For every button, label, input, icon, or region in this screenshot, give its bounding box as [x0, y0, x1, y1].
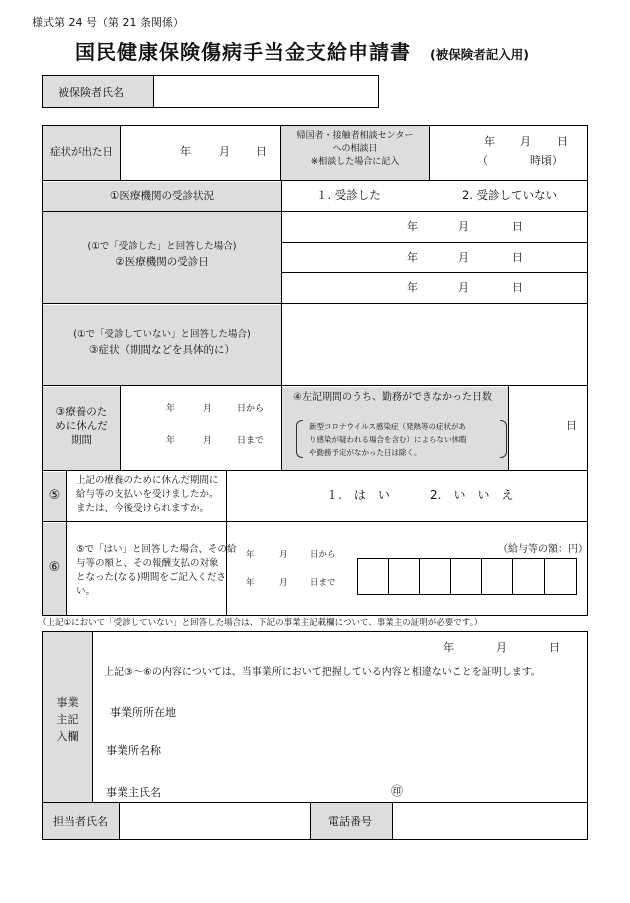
amount-digit-box[interactable] [481, 558, 513, 595]
q6-period-input[interactable] [227, 523, 355, 615]
office-address-input[interactable] [190, 700, 580, 725]
q5-option-no[interactable]: 2. い い え [430, 488, 514, 502]
insured-name-label: 被保険者氏名 [58, 86, 124, 99]
amount-digit-box[interactable] [388, 558, 420, 595]
office-address-label: 事業所所在地 [110, 706, 176, 719]
page-subtitle: (被保険者記入用) [430, 47, 529, 62]
seal-mark: ㊞ [391, 784, 404, 798]
q5-number: ⑤ [48, 488, 61, 503]
q1-option-not-visited[interactable]: 2. 受診していない [462, 188, 558, 202]
amount-digit-box[interactable] [544, 558, 577, 595]
amount-digit-box[interactable] [450, 558, 482, 595]
q3-symptoms-input[interactable] [282, 305, 587, 385]
q3b-period-input[interactable] [121, 387, 281, 470]
q2-visit-date-2[interactable] [282, 243, 587, 272]
page-title: 国民健康保険傷病手当金支給申請書 [75, 40, 411, 64]
owner-name-label: 事業主氏名 [106, 786, 161, 799]
q3b-label: ③療養のた [55, 406, 108, 418]
q1-option-visited[interactable]: １. 受診した [316, 188, 381, 202]
consult-center-label: 帰国者・接触者相談センター [296, 131, 414, 141]
amount-digit-box[interactable] [357, 558, 389, 595]
q4-label: ④左記期間のうち、勤務ができなかった日数 [293, 392, 492, 403]
office-name-label: 事業所名称 [106, 744, 161, 757]
amount-digit-box[interactable] [512, 558, 545, 595]
phone-input[interactable] [393, 803, 587, 839]
staff-name-label: 担当者氏名 [53, 815, 108, 828]
q6-amount-boxes[interactable] [357, 558, 577, 595]
phone-label: 電話番号 [328, 815, 372, 828]
q4-note-bracket-right [500, 420, 507, 458]
insured-name-label-cell [42, 75, 154, 108]
symptom-date-label: 症状が出た日 [50, 146, 113, 158]
owner-name-input[interactable] [180, 780, 385, 800]
employer-certification-text: 上記③～⑥の内容については、当事業所において把握している内容と相違ないことを証明します。 [104, 667, 541, 678]
employer-side-label: 事業 [56, 696, 79, 709]
q5-question: 上記の療養のために休んだ期間に [76, 475, 219, 486]
insured-name-input[interactable] [153, 75, 379, 108]
q4-note: 新型コロナウイルス感染症（発熱等の症状があ [309, 422, 467, 431]
q6-amount-label: （給与等の額：円） [498, 544, 588, 555]
q2-label: (①で「受診した」と回答した場合) [87, 241, 237, 252]
amount-digit-box[interactable] [419, 558, 451, 595]
q2-visit-date-1[interactable] [282, 212, 587, 241]
q6-question: ⑤で「はい」と回答した場合、その給 [76, 544, 237, 555]
office-name-input[interactable] [180, 738, 580, 763]
form-number: 様式第 24 号（第 21 条関係） [32, 16, 184, 29]
staff-name-input[interactable] [120, 803, 310, 839]
q4-note-bracket-left [296, 420, 303, 458]
q3-label: (①で「受診していない」と回答した場合) [73, 329, 251, 340]
q6-number: ⑥ [48, 560, 61, 575]
q2-visit-date-3[interactable] [282, 273, 587, 302]
q1-label: ①医療機関の受診状況 [110, 190, 214, 202]
employer-note: （上記①において「受診していない」と回答した場合は、下記の事業主記載欄について、事業主の証明が必要です。） [38, 618, 483, 628]
q5-option-yes[interactable]: １. は い [326, 488, 390, 502]
